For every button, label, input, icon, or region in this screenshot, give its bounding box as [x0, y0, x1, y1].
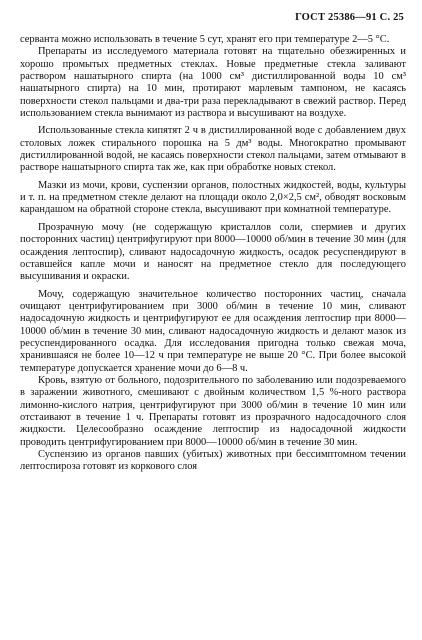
paragraph: Мазки из мочи, крови, суспензии органов, полостных жидкостей, воды, культуры и т. п. на предметном стекле делают на площади около 2,0×2,5 см², обводят восковым карандашом на обратной стороне стекла, высушивают при комнатной температуре. [20, 179, 406, 216]
paragraph: Мочу, содержащую значительное количество посторонних частиц, сначала очищают центрифугированием при 3000 об/мин в течение 10 мин, сливают надосадочную жидкость и центрифугируют ее для осаждения лептоспир при 8000—10000 об/мин в течение 30 мин, сливают надосадочную жидкость и делают мазок из ресуспендированного осадка. Для исследования пригодна только свежая моча, хранившаяся не более 10—12 ч при температуре не выше 20 °С. При более высокой температуре допускается хранение мочи до 6—8 ч. [20, 288, 406, 374]
running-head: ГОСТ 25386—91 С. 25 [295, 12, 404, 23]
paragraph: Прозрачную мочу (не содержащую кристаллов соли, спермиев и других посторонних частиц) центрифугируют при 8000—10000 об/мин в течение 30 мин (для осаждения лептоспир), сливают надосадочную жидкость, осадок ресуспендируют в оставшейся капле мочи и наносят на предметное стекло для последующего высушивания и окраски. [20, 221, 406, 283]
paragraph: Кровь, взятую от больного, подозрительного по заболеванию или подозреваемого в заражении животного, смешивают с двойным количеством 1,5 %-ного раствора лимонно-кислого натрия, центрифугируют при 3000 об/мин в течение 10 мин или отстаивают в течение 1 ч. Препараты готовят из прозрачного надосадочного слоя жидкости. Целесообразно осаждение лептоспир из надосадочной жидкости проводить центрифугированием при 8000—10000 об/мин в течение 30 мин. [20, 374, 406, 448]
paragraph: Препараты из исследуемого материала готовят на тщательно обезжиренных и хорошо промытых предметных стеклах. Новые предметные стекла заливают раствором нашатырного спирта (на 1000 см³ дистиллированной воды 10 см³ нашатырного спирта) на 10 мин, протирают марлевым тампоном, не касаясь поверхности стекол пальцами и два-три раза перекладывают в свежий раствор. Перед использованием стекла вынимают из раствора и высушивают на воздухе. [20, 46, 406, 120]
paragraph: Суспензию из органов павших (убитых) животных при бессимптомном течении лептоспироза готовят из коркового слоя [20, 449, 406, 473]
body-text [20, 34, 406, 474]
paragraph: серванта можно использовать в течение 5 сут, хранят его при температуре 2—5 °С. [20, 34, 390, 45]
paragraph: Использованные стекла кипятят 2 ч в дистиллированной воде с добавлением двух столовых ложек стирального порошка на 5 дм³ воды. Многократно промывают дистиллированной водой, не касаясь поверхности стекол пальцами, затем отмывают в растворе нашатырного спирта так же, как при обработке новых стекол. [20, 125, 406, 174]
